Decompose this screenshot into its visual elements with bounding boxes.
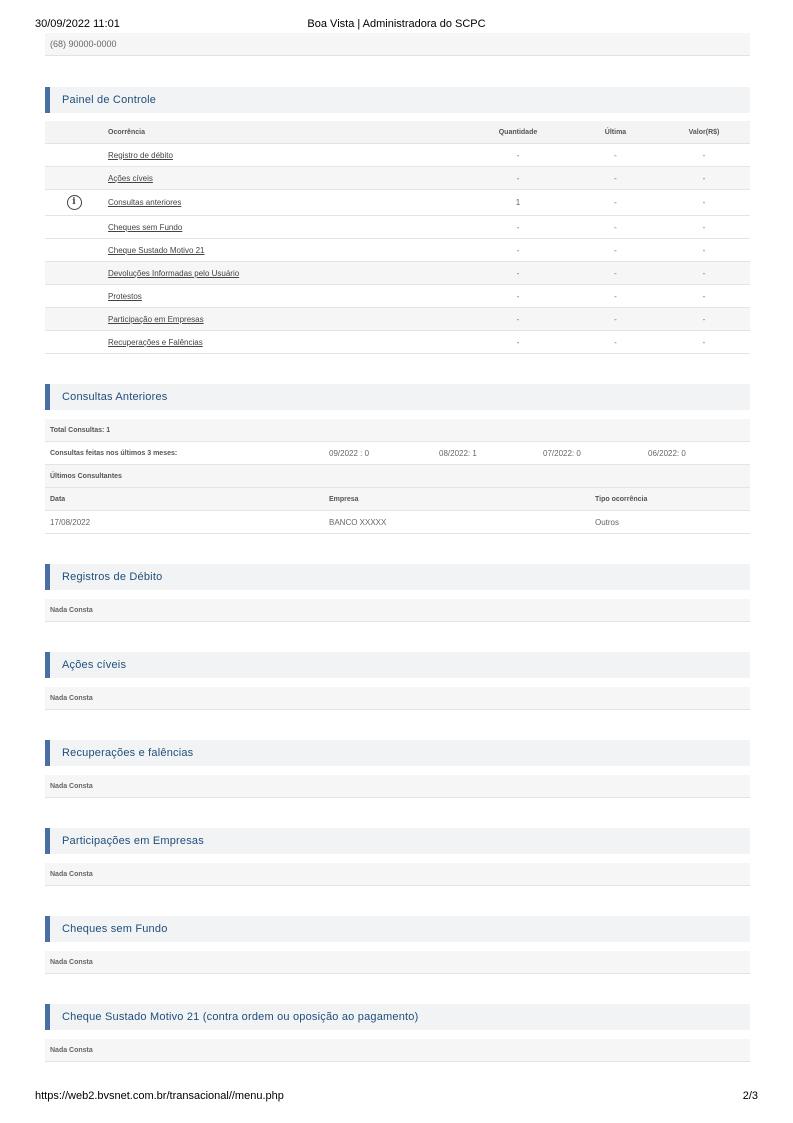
month-count: 06/2022: 0 [648,448,686,458]
table-row: i Consultas anteriores 1 - - [45,190,750,216]
section-title-acoes-civeis: Ações cíveis [45,652,750,678]
print-url: https://web2.bvsnet.com.br/transacional//menu.php [35,1090,284,1102]
header-valor: Valor(R$) [688,128,720,136]
header-empresa: Empresa [329,495,359,503]
consulta-data: 17/08/2022 [50,517,91,527]
table-row: Recuperações e Falências - - - [45,331,750,354]
total-consultas-row [45,419,750,442]
header-ocorrencia: Ocorrência [108,128,145,136]
month-count: 08/2022: 1 [439,448,477,458]
table-row: Registro de débito - - - [45,144,750,167]
table-row: Cheques sem Fundo - - - [45,216,750,239]
section-title-registros-debito: Registros de Débito [45,564,750,590]
table-row [45,511,750,534]
occurrence-link-registro-debito[interactable]: Registro de débito [108,150,173,160]
info-icon[interactable]: i [67,195,82,210]
print-date: 30/09/2022 11:01 [35,18,120,30]
header-data: Data [50,495,66,503]
occurrence-link-devolucoes[interactable]: Devoluções Informadas pelo Usuário [108,268,240,278]
phone-row [45,33,750,56]
consultantes-header-row [45,488,750,511]
section-title-recuperacoes: Recuperações e falências [45,740,750,766]
occurrence-link-consultas-anteriores[interactable]: Consultas anteriores [108,198,182,207]
consulta-tipo: Outros [595,517,620,527]
phone-number: (68) 90000-0000 [50,39,117,49]
last-3-months-row [45,442,750,465]
nada-consta: Nada Consta [45,951,750,974]
nada-consta: Nada Consta [45,775,750,798]
occurrence-link-acoes-civeis[interactable]: Ações cíveis [108,173,153,183]
nada-consta: Nada Consta [45,863,750,886]
painel-header-row [45,121,750,144]
total-consultas: Total Consultas: 1 [50,426,111,434]
month-count: 07/2022: 0 [543,448,581,458]
header-ultima: Última [604,128,627,136]
occurrence-link-recuperacoes[interactable]: Recuperações e Falências [108,337,203,347]
nada-consta: Nada Consta [45,599,750,622]
table-row: Protestos - - - [45,285,750,308]
table-row: Participação em Empresas - - - [45,308,750,331]
header-tipo: Tipo ocorrência [595,495,648,503]
occurrence-link-protestos[interactable]: Protestos [108,291,142,301]
print-footer [35,1090,758,1104]
nada-consta: Nada Consta [45,687,750,710]
ultimos-consultantes-label: Últimos Consultantes [50,472,122,480]
table-row: Devoluções Informadas pelo Usuário - - - [45,262,750,285]
occurrence-link-cheque-sustado[interactable]: Cheque Sustado Motivo 21 [108,245,205,255]
section-title-cheques-sem-fundo: Cheques sem Fundo [45,916,750,942]
report-content [45,33,750,1062]
ultimos-consultantes-row [45,465,750,488]
nada-consta: Nada Consta [45,1039,750,1062]
occurrence-link-participacao[interactable]: Participação em Empresas [108,314,204,324]
header-quantidade: Quantidade [498,128,538,136]
section-title-cheque-sustado: Cheque Sustado Motivo 21 (contra ordem ou oposição ao pagamento) [45,1004,750,1030]
month-count: 09/2022 : 0 [329,448,370,458]
section-title-painel: Painel de Controle [45,87,750,113]
page-number: 2/3 [742,1090,758,1102]
section-title-participacoes: Participações em Empresas [45,828,750,854]
print-header [35,18,758,32]
print-title: Boa Vista | Administradora do SCPC [307,18,486,30]
last-3-months-label: Consultas feitas nos últimos 3 meses: [50,449,178,457]
table-row: Ações cíveis - - - [45,167,750,190]
consulta-empresa: BANCO XXXXX [329,517,387,527]
table-row: Cheque Sustado Motivo 21 - - - [45,239,750,262]
section-title-consultas: Consultas Anteriores [45,384,750,410]
occurrence-link-cheques-sem-fundo[interactable]: Cheques sem Fundo [108,222,183,232]
